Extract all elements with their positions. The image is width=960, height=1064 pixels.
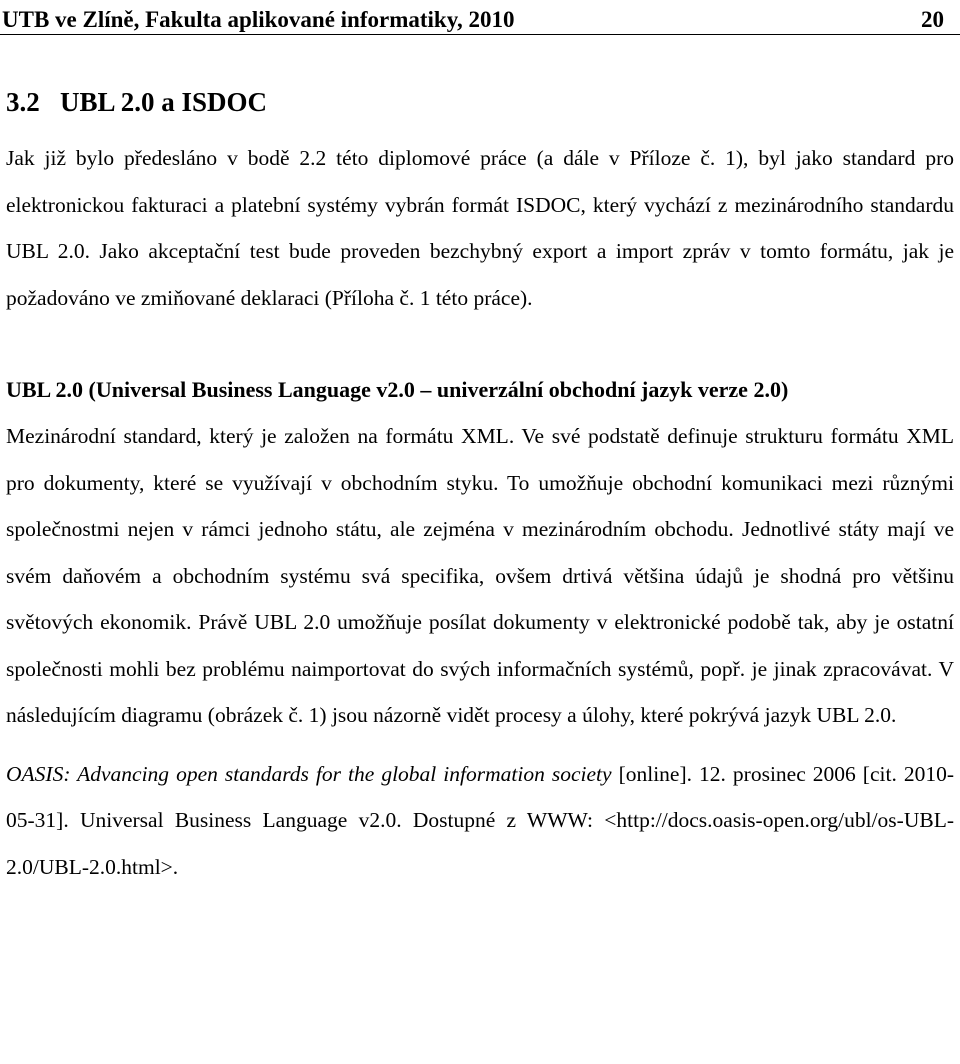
reference-citation xyxy=(6,751,954,891)
definition-paragraph: Mezinárodní standard, který je založen na formátu XML. Ve své podstatě definuje strukturu formátu XML pro dokumenty, které se využívají v obchodním styku. To umožňuje obchodní komunikaci mezi různými společnostmi nejen v rámci jednoho státu, ale zejména v mezinárodním obchodu. Jednotlivé státy mají ve svém daňovém a obchodním systému svá specifika, ovšem drtivá většina údajů je shodná pro většinu světových ekonomik. Právě UBL 2.0 umožňuje posílat dokumenty v elektronické podobě tak, aby je ostatní společnosti mohli bez problému naimportovat do svých informačních systémů, popř. je jinak zpracovávat. V následujícím diagramu (obrázek č. 1) jsou názorně vidět procesy a úlohy, které pokrývá jazyk UBL 2.0. xyxy=(6,424,954,727)
intro-paragraph: Jak již bylo předesláno v bodě 2.2 této diplomové práce (a dále v Příloze č. 1), byl jako standard pro elektronickou fakturaci a platební systémy vybrán formát ISDOC, který vychází z mezinárodního standardu UBL 2.0. Jako akceptační test bude proveden bezchybný export a import zpráv v tomto formátu, jak je požadováno ve zmiňované deklaraci (Příloha č. 1 této práce). xyxy=(6,146,954,310)
reference-title: OASIS: Advancing open standards for the global information society xyxy=(6,761,612,786)
page-header xyxy=(0,0,960,35)
section-heading: 3.2 UBL 2.0 a ISDOC xyxy=(6,87,268,117)
reference-details: [online]. 12. prosinec 2006 [cit. 2010-05-31]. Universal Business Language v2.0. Dostupné z WWW: <http://docs.oasis-open.org/ubl/os-UBL-2.0/UBL-2.0.html>. xyxy=(6,761,954,879)
definition-heading: UBL 2.0 (Universal Business Language v2.0 – univerzální obchodní jazyk verze 2.0) xyxy=(6,377,789,402)
header-title: UTB ve Zlíně, Fakulta aplikované informatiky, 2010 xyxy=(2,7,515,32)
page-number: 20 xyxy=(921,7,944,32)
